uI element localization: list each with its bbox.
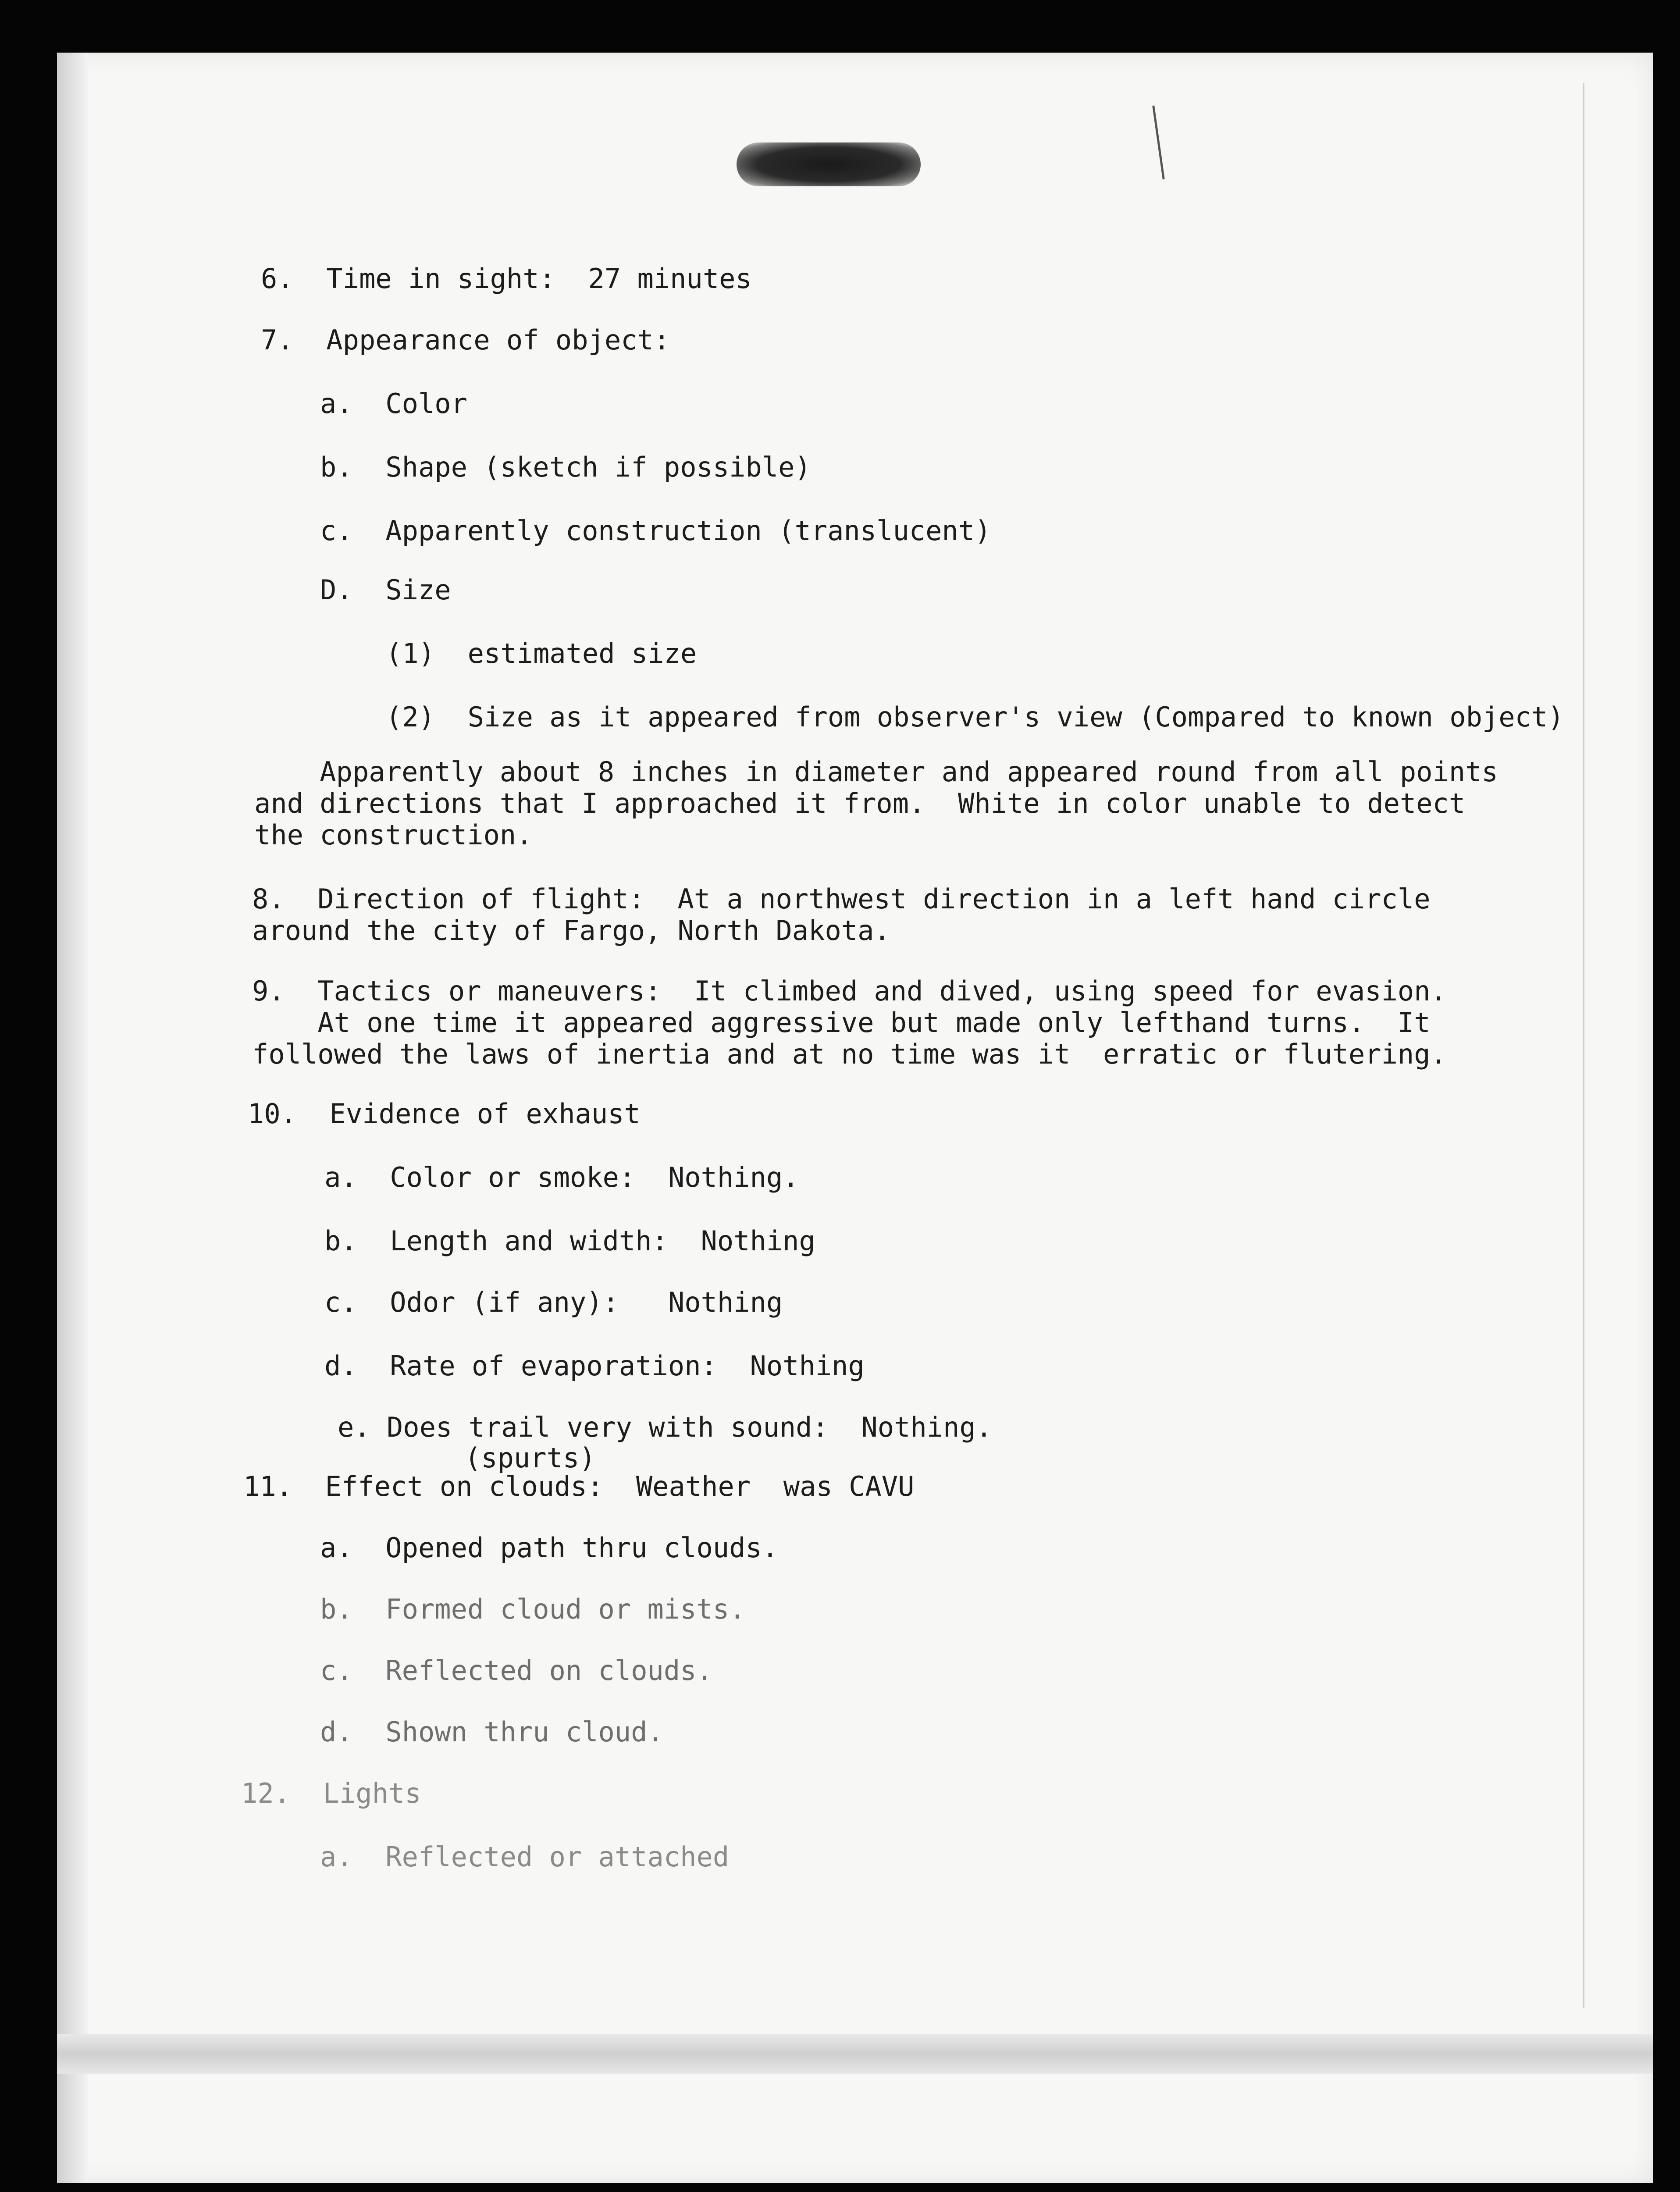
- item-7c-construction: c. Apparently construction (translucent): [320, 515, 991, 547]
- item-11-clouds: 11. Effect on clouds: Weather was CAVU: [243, 1470, 915, 1502]
- item-11c-reflected: c. Reflected on clouds.: [320, 1655, 713, 1687]
- item-10a-color-smoke: a. Color or smoke: Nothing.: [324, 1161, 799, 1193]
- item-9-tactics-line-1: 9. Tactics or maneuvers: It climbed and dived, using speed for evasion.: [252, 975, 1447, 1007]
- item-7a-color: a. Color: [320, 388, 467, 420]
- item-10c-odor: c. Odor (if any): Nothing: [324, 1286, 783, 1318]
- item-9-tactics-line-2: At one time it appeared aggressive but made only lefthand turns. It: [252, 1007, 1431, 1039]
- appearance-paragraph-line-3: the construction.: [254, 819, 533, 851]
- item-10-exhaust: 10. Evidence of exhaust: [248, 1098, 641, 1130]
- item-6-time-in-sight: 6. Time in sight: 27 minutes: [261, 263, 752, 295]
- item-12a-reflected-attached: a. Reflected or attached: [320, 1841, 730, 1873]
- item-8-direction-line-1: 8. Direction of flight: At a northwest direction in a left hand circle: [252, 883, 1431, 915]
- appearance-paragraph-line-1: Apparently about 8 inches in diameter and appeared round from all points: [254, 756, 1498, 788]
- appearance-paragraph-line-2: and directions that I approached it from. White in color unable to detect: [254, 787, 1466, 819]
- item-9-tactics-line-3: followed the laws of inertia and at no time was it erratic or flutering.: [252, 1038, 1447, 1070]
- item-7-appearance: 7. Appearance of object:: [261, 324, 670, 356]
- item-7d-size: D. Size: [320, 574, 451, 606]
- item-7d1-estimated-size: (1) estimated size: [386, 637, 697, 669]
- item-7d2-observed-size: (2) Size as it appeared from observer's view (Compared to known object): [386, 701, 1564, 733]
- item-11d-shown-thru: d. Shown thru cloud.: [320, 1716, 664, 1748]
- item-10e-trail-sound: e. Does trail very with sound: Nothing.: [338, 1411, 993, 1443]
- item-10d-evaporation: d. Rate of evaporation: Nothing: [324, 1350, 865, 1382]
- item-7b-shape: b. Shape (sketch if possible): [320, 451, 811, 483]
- item-10b-length-width: b. Length and width: Nothing: [324, 1225, 815, 1257]
- item-10e-note-spurts: (spurts): [465, 1442, 596, 1474]
- item-11a-opened-path: a. Opened path thru clouds.: [320, 1532, 779, 1564]
- item-8-direction-line-2: around the city of Fargo, North Dakota.: [252, 915, 890, 947]
- item-11b-formed-cloud: b. Formed cloud or mists.: [320, 1593, 746, 1625]
- item-12-lights: 12. Lights: [241, 1777, 421, 1809]
